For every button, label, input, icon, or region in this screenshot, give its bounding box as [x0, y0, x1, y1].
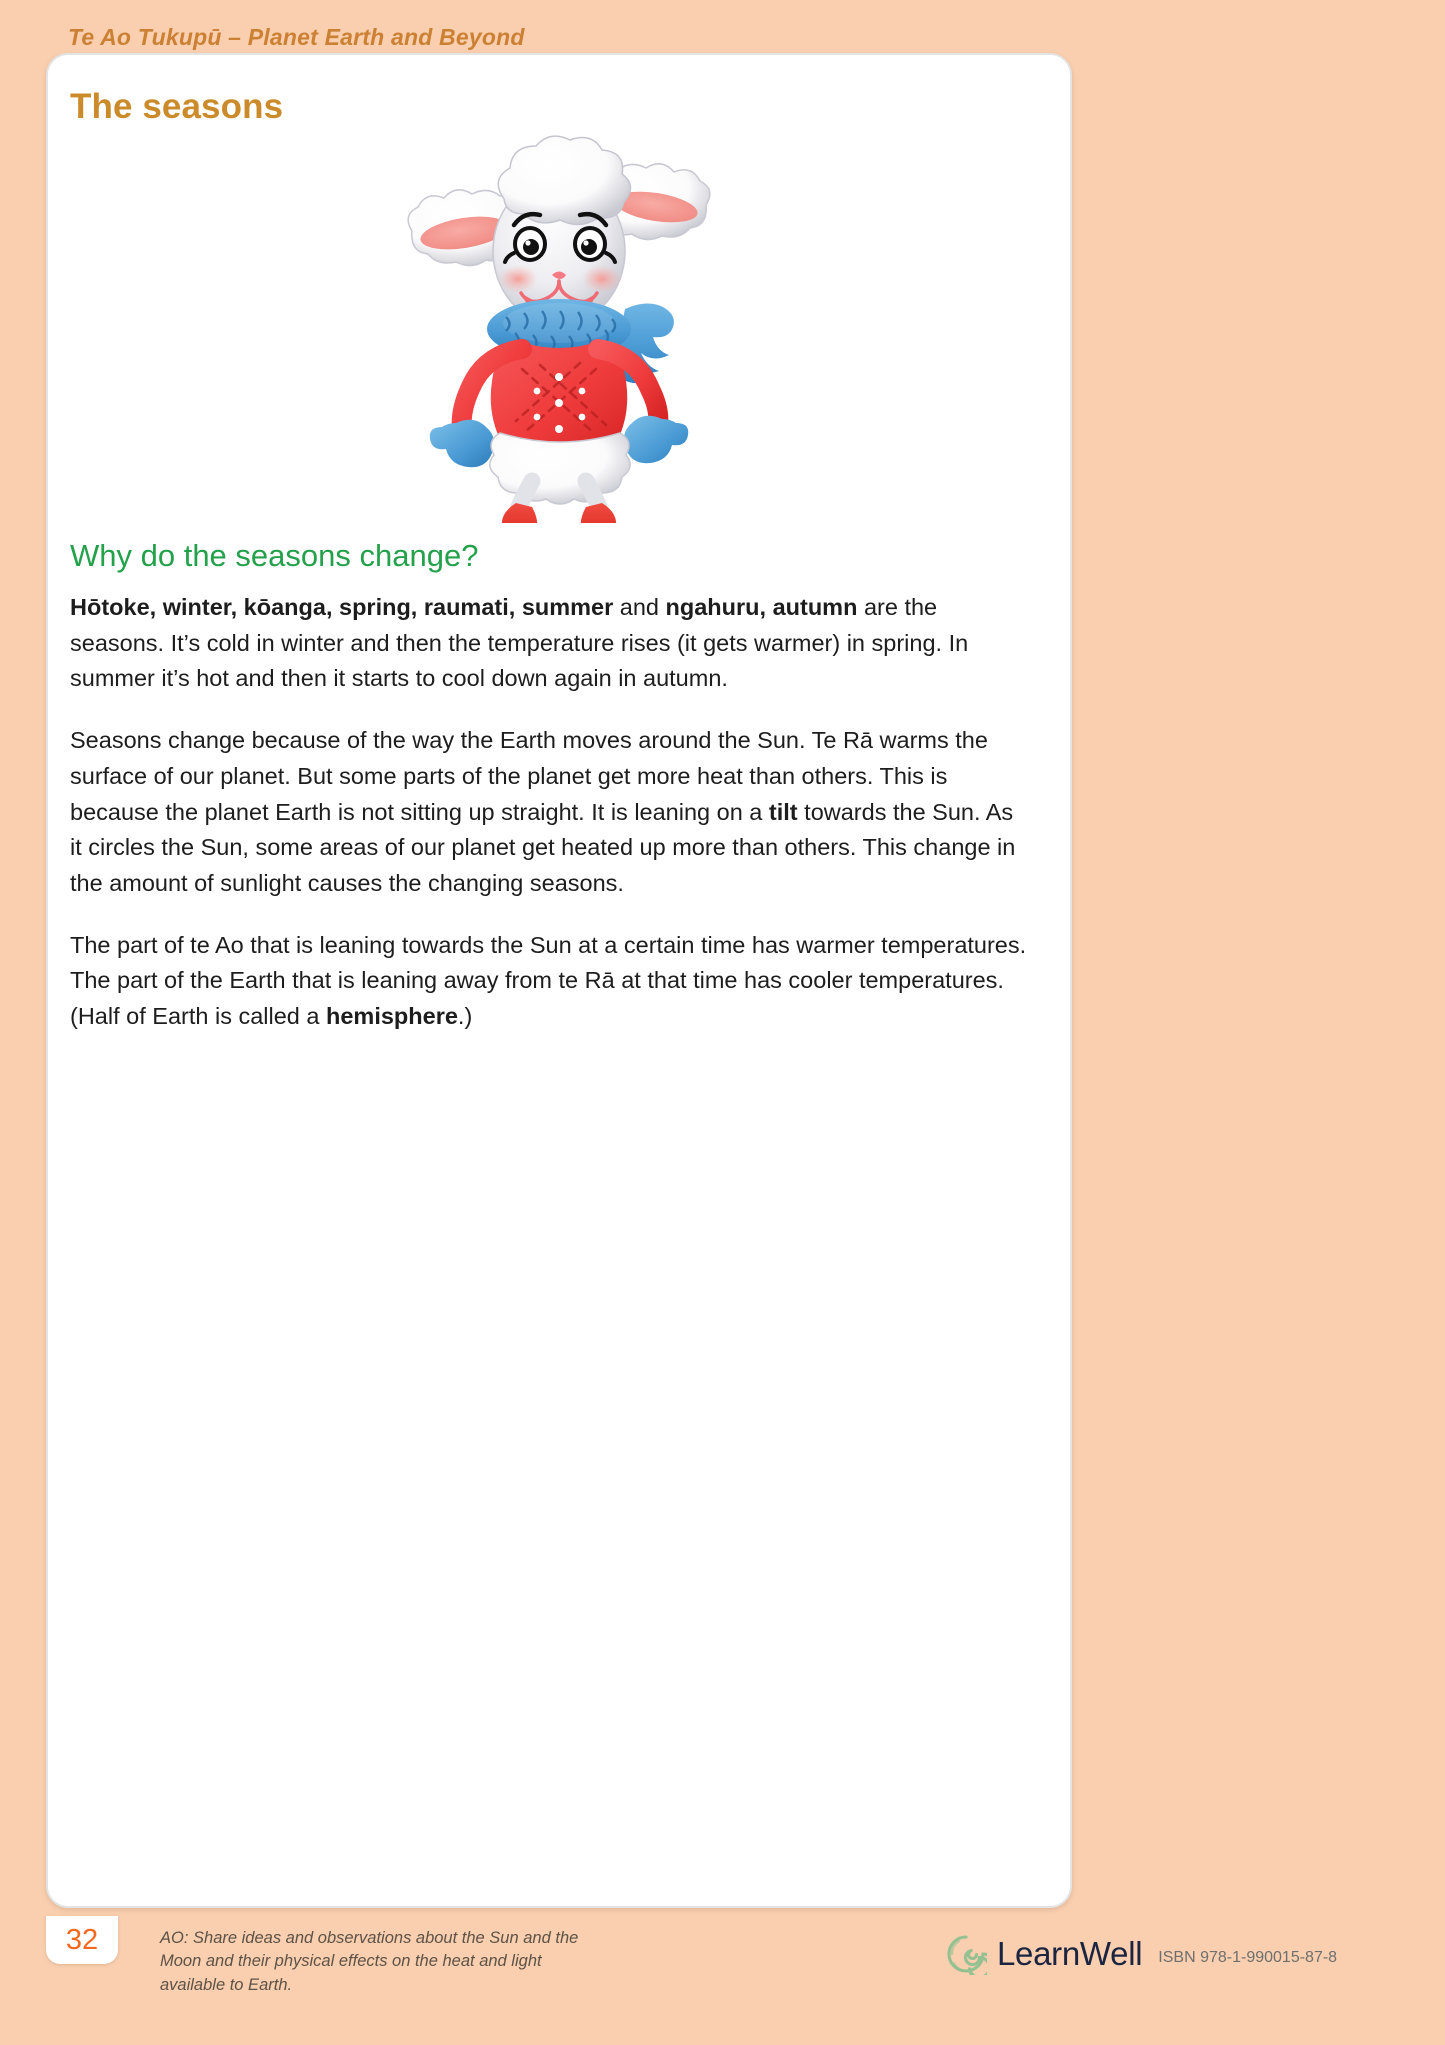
- paragraph-2: Seasons change because of the way the Earth moves around the Sun. Te Rā warms the surface of our planet. But some parts of the planet get more heat than others. This is because the planet Earth is not sitting up straight. It is leaning on a tilt towards the Sun. As it circles the Sun, some areas of our planet get heated up more than others. This change in the amount of sunlight causes the changing seasons.: [70, 727, 1016, 897]
- page-number: 32: [65, 1923, 99, 1956]
- isbn-text: ISBN 978-1-990015-87-8: [1158, 1949, 1338, 1966]
- running-head: Te Ao Tukupū – Planet Earth and Beyond: [68, 24, 525, 50]
- lamb-illustration: [70, 133, 1048, 528]
- lamb-mitten-left-icon: [430, 420, 494, 467]
- lamb-in-winter-clothes-icon: [394, 133, 724, 523]
- page-content: [70, 73, 1048, 1896]
- lamb-boot-right-icon: [581, 503, 627, 523]
- page-number-tab: [46, 1916, 118, 1964]
- paragraph-1: Hōtoke, winter, kōanga, spring, raumati, summer and ngahuru, autumn are the seasons. It’s cold in winter and then the temperature rises (it gets warmer) in spring. In summer it’s hot and then it starts to cool down again in autumn.: [70, 594, 969, 692]
- lamb-boot-left-icon: [491, 503, 537, 523]
- lamb-mitten-right-icon: [624, 416, 688, 463]
- page-title: The seasons: [70, 87, 284, 126]
- paragraph-3: The part of te Ao that is leaning towards the Sun at a certain time has warmer temperatures. The part of the Earth that is leaning away from te Rā at that time has cooler temperatures. (Half of Earth is called a hemisphere.): [70, 931, 1027, 1030]
- page-card: [46, 53, 1072, 1908]
- page-footer: [0, 1908, 1445, 2045]
- achievement-objective-text: AO: Share ideas and observations about the Sun and the Moon and their physical effects on the heat and light available to Earth.: [160, 1929, 579, 1994]
- brand-name: LearnWell: [997, 1935, 1143, 1972]
- lamb-head-icon: [493, 136, 631, 325]
- lamb-fleece-skirt-icon: [490, 433, 630, 504]
- learnwell-brand: [945, 1933, 1337, 1975]
- koru-spiral-icon: [945, 1933, 987, 1975]
- section-heading: Why do the seasons change?: [70, 538, 479, 573]
